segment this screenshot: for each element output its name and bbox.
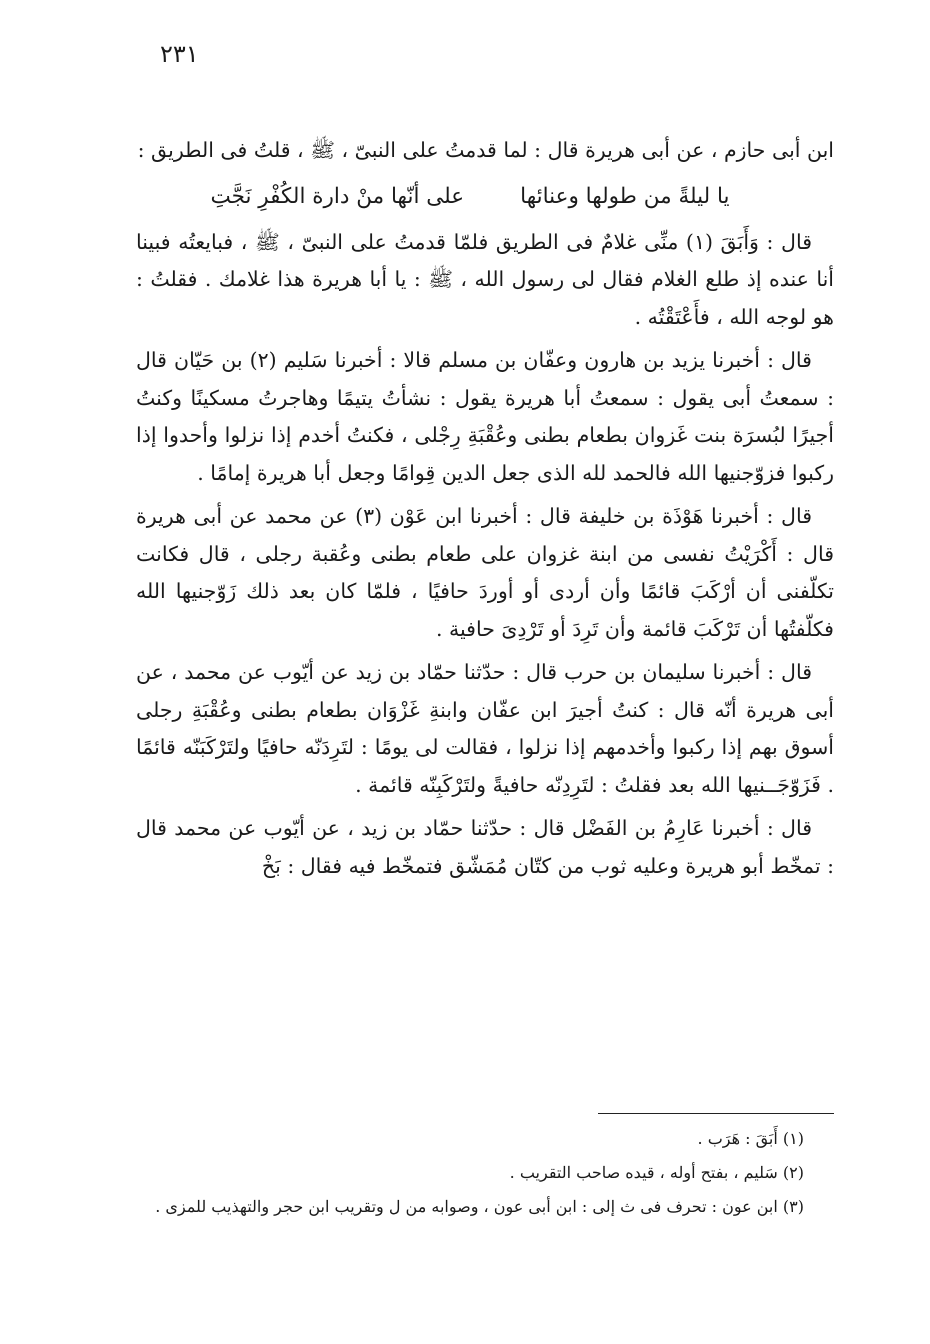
footnote-3: (٣) ابن عون : تحرف فى ث إلى : ابن أبى عون ، وصوابه من ل وتقريب ابن حجر والتهذيب للمزى . — [155, 1197, 804, 1216]
verse-right-hemistich: يا ليلةً من طولها وعنائها — [520, 183, 730, 209]
paragraph-4: قال : أخبرنا هَوْذَة بن خليفة قال : أخبرنا ابن عَوْن (٣) عن محمد عن أبى هريرة قال : أَكْرَيْتُ نفسى من ابنة غزوان على طعام بطنى وعُقبة رجلى ، قال فكانت تكلّفنى أن أرْكَبَ قائمًا وأن أردى أو أوردَ حافيًا ، فلمّا كان بعد ذلك زَوّجنيها الله فكلّفتُها أن تَرْكَبَ قائمة وأن تَرِدَ أو تَرْدِىَ حافية . — [136, 504, 834, 641]
footnote-1: (١) أَبَقَ : هَرَب . — [697, 1129, 804, 1148]
verse-left-hemistich: على أنّها منْ دارة الكُفْرِ نَجَّتِ — [210, 183, 465, 209]
main-text — [136, 132, 834, 891]
page-number: ٢٣١ — [160, 40, 199, 68]
paragraph-3: قال : أخبرنا يزيد بن هارون وعفّان بن مسلم قالا : أخبرنا سَليم (٢) بن حَيّان قال : سمعتُ أبى يقول : سمعتُ أبا هريرة يقول : نشأتُ يتيمًا وهاجرتُ مسكينًا وكنتُ أجيرًا لبُسرَة بنت غَزوان بطعام بطنى وعُقْبَةِ رِجْلى ، فكنتُ أخدم إذا نزلوا وأحدوا إذا ركبوا فزوّجنيها الله فالحمد لله الذى جعل الدين قِوامًا وجعل أبا هريرة إمامًا . — [136, 348, 834, 485]
paragraph-6: قال : أخبرنا عَارِمُ بن الفَضْل قال : حدّثنا حمّاد بن زيد ، عن أيّوب عن محمد قال : تمخّط أبو هريرة وعليه ثوب من كتّان مُمَشّق فتمخّط فيه فقال : بَخْ — [136, 816, 834, 878]
paragraph-5: قال : أخبرنا سليمان بن حرب قال : حدّثنا حمّاد بن زيد عن أيّوب عن محمد ، عن أبى هريرة أنّه قال : كنتُ أجيرَ ابن عفّان وابنةِ غَزْوَان بطعام بطنى وعُقْبَةِ رجلى أسوق بهم إذا ركبوا وأخدمهم إذا نزلوا ، فقالت لى يومًا : لتَرِدَنّه حافيًا ولتَرْكَبَنّه قائمًا . فَزَوّجَــنيها الله بعد فقلتُ : لتَرِدِنّه حافيةً ولتَرْكَبِنّه قائمة . — [136, 660, 834, 797]
footnote-divider — [598, 1113, 834, 1114]
paragraph-1: ابن أبى حازم ، عن أبى هريرة قال : لما قدمتُ على النبىّ ، ﷺ ، قلتُ فى الطريق : — [137, 138, 834, 162]
footnote-2: (٢) سَليم ، بفتح أوله ، قيده صاحب التقريب . — [509, 1163, 804, 1182]
paragraph-2: قال : وَأَبَقَ (١) منِّى غلامٌ فى الطريق فلمّا قدمتُ على النبىّ ، ﷺ ، فبايعتُه فبينا أنا عنده إذ طلع الغلام فقال لى رسول الله ، ﷺ : يا أبا هريرة هذا غلامك . فقلتُ : هو لوجه الله ، فأَعْتَقْتُه . — [136, 229, 834, 329]
poetry-verse — [136, 176, 834, 218]
footnotes — [136, 1122, 834, 1224]
